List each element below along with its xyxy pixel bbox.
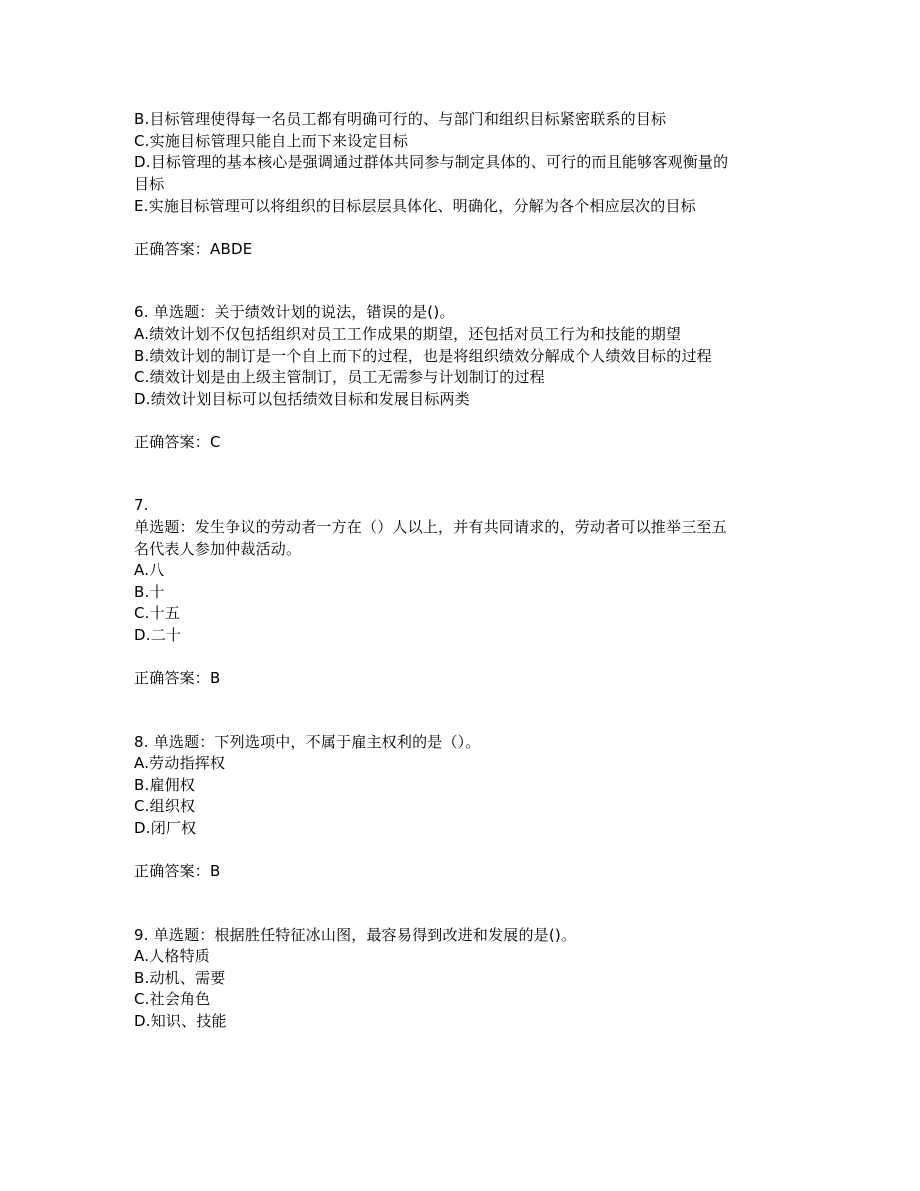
q9-option-c: C.社会角色 bbox=[134, 990, 211, 1008]
q6-option-b: B.绩效计划的制订是一个自上而下的过程，也是将组织绩效分解成个人绩效目标的过程 bbox=[134, 347, 712, 365]
q8-option-c: C.组织权 bbox=[134, 797, 196, 815]
q5-answer: 正确答案：ABDE bbox=[134, 240, 253, 258]
q6-answer: 正确答案：C bbox=[134, 433, 221, 451]
q8-answer: 正确答案：B bbox=[134, 862, 221, 880]
q7-option-a: A.八 bbox=[134, 561, 165, 579]
q8-stem: 8. 单选题：下列选项中，不属于雇主权利的是（）。 bbox=[134, 733, 481, 751]
q5-option-c: C.实施目标管理只能自上而下来设定目标 bbox=[134, 132, 409, 150]
q7-option-c: C.十五 bbox=[134, 604, 181, 622]
q8-option-d: D.闭厂权 bbox=[134, 819, 197, 837]
q7-stem-line2: 名代表人参加仲裁活动。 bbox=[134, 540, 302, 558]
q7-number: 7. bbox=[134, 496, 149, 514]
q5-option-d-line2: 目标 bbox=[134, 175, 165, 193]
q7-option-b: B.十 bbox=[134, 583, 165, 601]
q5-option-b: B.目标管理使得每一名员工都有明确可行的、与部门和组织目标紧密联系的目标 bbox=[134, 110, 667, 128]
q7-answer: 正确答案：B bbox=[134, 669, 221, 687]
q7-option-d: D.二十 bbox=[134, 626, 182, 644]
q6-option-a: A.绩效计划不仅包括组织对员工工作成果的期望，还包括对员工行为和技能的期望 bbox=[134, 325, 682, 343]
q6-option-c: C.绩效计划是由上级主管制订，员工无需参与计划制订的过程 bbox=[134, 368, 545, 386]
q8-option-a: A.劳动指挥权 bbox=[134, 754, 226, 772]
q9-option-b: B.动机、需要 bbox=[134, 969, 226, 987]
q5-option-e: E.实施目标管理可以将组织的目标层层具体化、明确化，分解为各个相应层次的目标 bbox=[134, 197, 696, 215]
q9-option-d: D.知识、技能 bbox=[134, 1012, 227, 1030]
q9-option-a: A.人格特质 bbox=[134, 947, 210, 965]
q6-stem: 6. 单选题：关于绩效计划的说法，错误的是()。 bbox=[134, 303, 455, 321]
q8-option-b: B.雇佣权 bbox=[134, 776, 196, 794]
q9-stem: 9. 单选题：根据胜任特征冰山图，最容易得到改进和发展的是()。 bbox=[134, 926, 577, 944]
q6-option-d: D.绩效计划目标可以包括绩效目标和发展目标两类 bbox=[134, 390, 470, 408]
q7-stem-line1: 单选题：发生争议的劳动者一方在（）人以上，并有共同请求的，劳动者可以推举三至五 bbox=[134, 518, 727, 536]
q5-option-d-line1: D.目标管理的基本核心是强调通过群体共同参与制定具体的、可行的而且能够客观衡量的 bbox=[134, 153, 729, 171]
